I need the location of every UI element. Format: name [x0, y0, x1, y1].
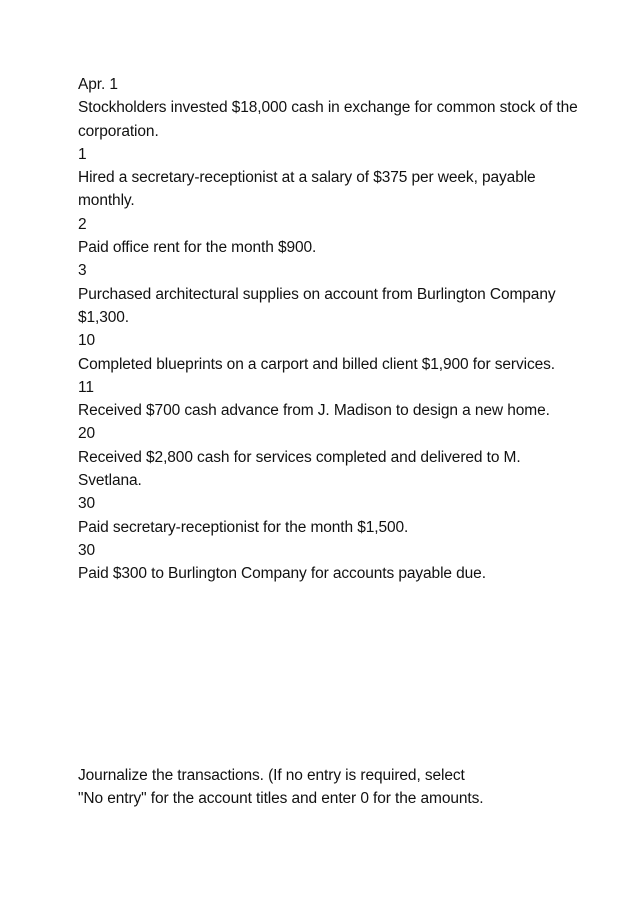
transaction-description: Paid office rent for the month $900.: [78, 239, 317, 257]
transaction-item: [78, 539, 578, 586]
transaction-date: Apr. 1: [78, 76, 118, 93]
transaction-item: [78, 376, 578, 423]
transaction-date: 20: [78, 425, 96, 443]
transaction-description: Stockholders invested $18,000 cash in exchange for common stock of the corporation.: [78, 99, 578, 140]
transaction-description: Completed blueprints on a carport and billed client $1,900 for services.: [78, 355, 556, 373]
transaction-description: Hired a secretary-receptionist at a salary of $375 per week, payable monthly.: [78, 169, 536, 210]
transaction-date: 11: [78, 378, 94, 396]
transaction-date: 1: [78, 145, 87, 163]
instructions-line: Journalize the transactions. (If no entry is required, select: [78, 767, 465, 784]
transaction-item: [78, 329, 578, 376]
transaction-item: [78, 422, 578, 492]
transaction-list: [78, 73, 578, 586]
transaction-item: [78, 259, 578, 329]
transaction-description: Paid secretary-receptionist for the month $1,500.: [78, 518, 409, 536]
transaction-date: 2: [78, 215, 87, 233]
instructions-paragraph: [78, 764, 598, 811]
transaction-date: 30: [78, 541, 96, 559]
transaction-date: 3: [78, 262, 87, 280]
transaction-description: Received $2,800 cash for services completed and delivered to M. Svetlana.: [78, 448, 521, 490]
transaction-description: Received $700 cash advance from J. Madison to design a new home.: [78, 402, 550, 420]
instructions-line: "No entry" for the account titles and enter 0 for the amounts.: [78, 790, 484, 808]
transaction-item: [78, 492, 578, 539]
transaction-description: Purchased architectural supplies on account from Burlington Company $1,300.: [78, 285, 556, 326]
transaction-item: [78, 143, 578, 213]
transaction-item: [78, 73, 578, 143]
transaction-item: [78, 213, 578, 260]
transaction-date: 10: [78, 332, 96, 350]
transaction-date: 30: [78, 495, 96, 513]
transaction-description: Paid $300 to Burlington Company for accounts payable due.: [78, 565, 486, 583]
